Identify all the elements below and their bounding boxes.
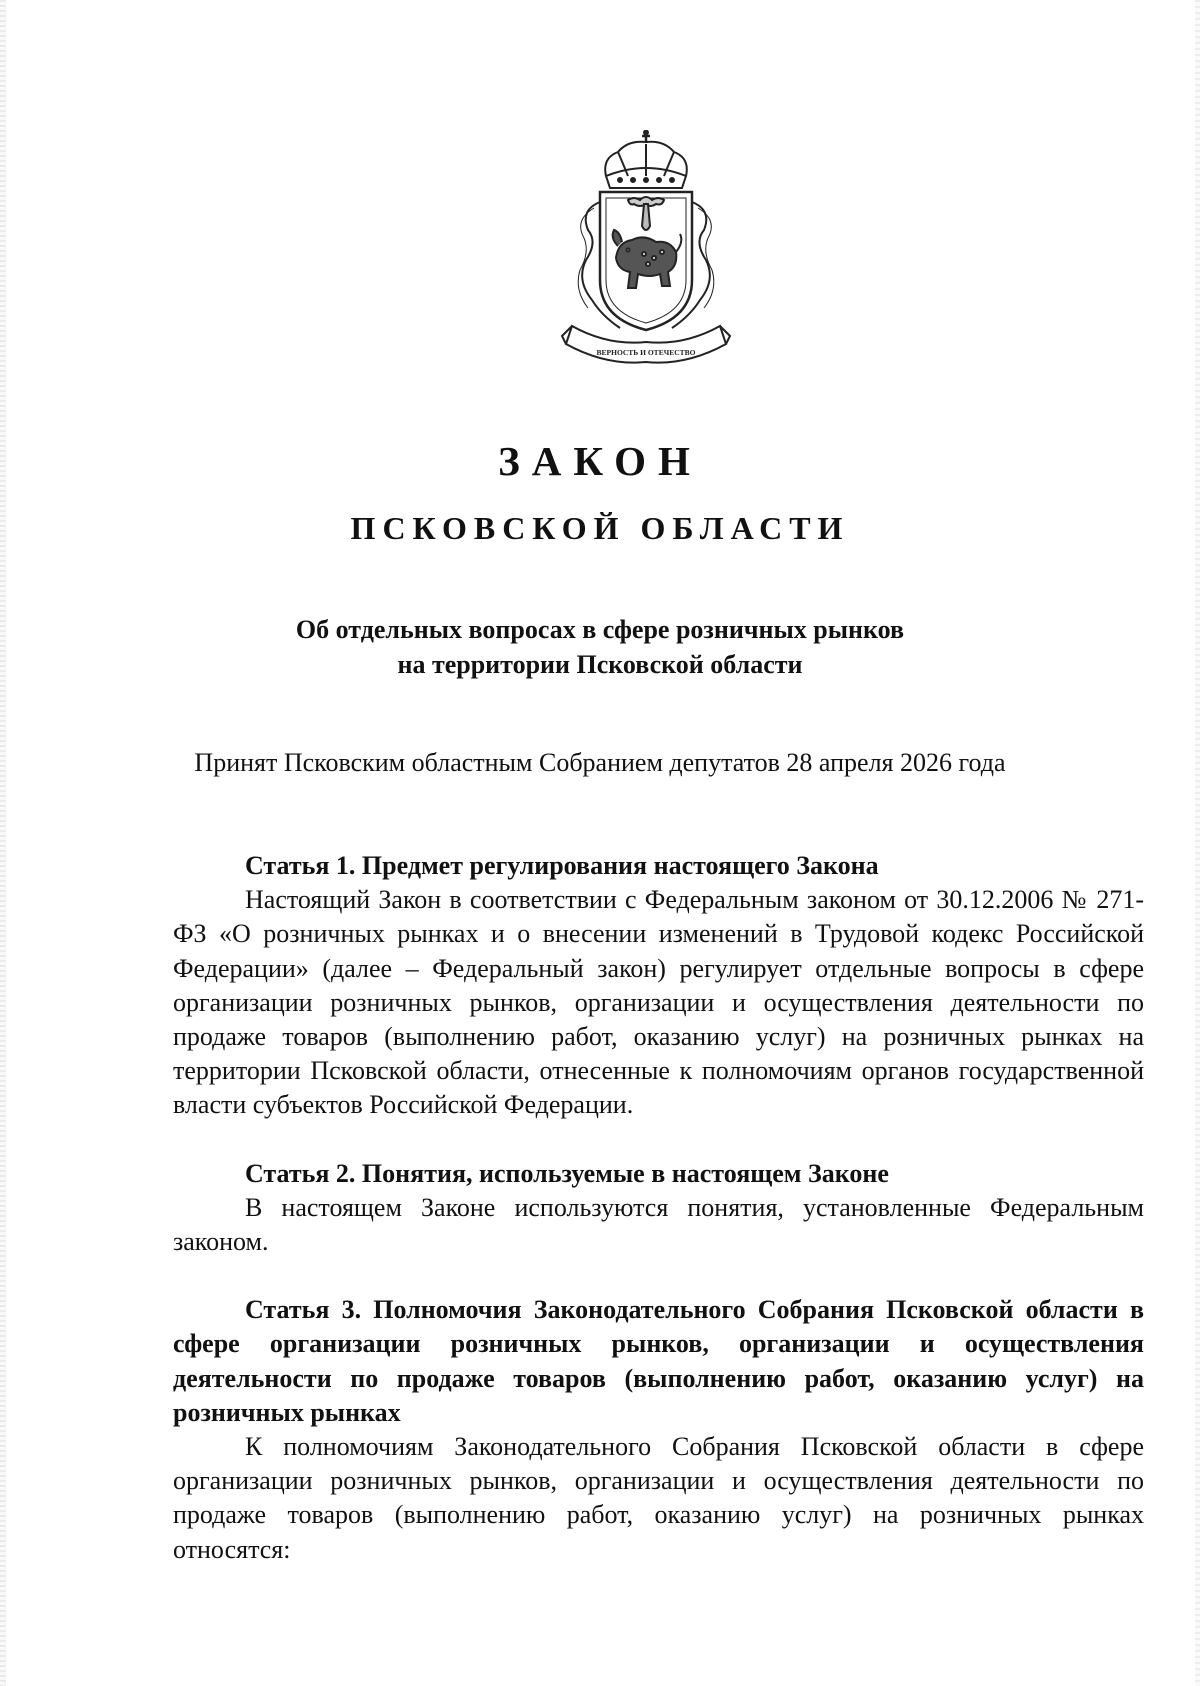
- document-subtitle: ПСКОВСКОЙ ОБЛАСТИ: [350, 510, 850, 546]
- article-2-text: В настоящем Законе используются понятия, установленные Федеральным законом.: [173, 1192, 1144, 1257]
- pskov-coat-of-arms-icon: [558, 130, 734, 374]
- scan-edge-right: [1195, 0, 1200, 1686]
- article-1-heading: Статья 1. Предмет регулирования настоящего Закона: [245, 851, 879, 880]
- document-title: ЗАКОН: [498, 438, 702, 484]
- article-3-heading: Статья 3. Полномочия Законодательного Собрания Псковской области в сфере организации розничных рынков, организации и осуществления деятельности по продаже товаров (выполнению работ, оказанию услуг) на розничных рынках: [173, 1295, 1144, 1427]
- law-body: [173, 849, 1144, 1567]
- emblem-motto-text: ВЕРНОСТЬ И ОТЕЧЕСТВО: [596, 348, 696, 357]
- law-name-line-2: на территории Псковской области: [397, 650, 803, 679]
- scan-edge-left: [0, 0, 6, 1686]
- article-3-text: К полномочиям Законодательного Собрания Псковской области в сфере организации розничных рынков, организации и осуществления деятельности по продаже товаров (выполнению работ, оказанию услуг) на розничных рынках относятся:: [173, 1432, 1144, 1564]
- article-2-heading: Статья 2. Понятия, используемые в настоящем Законе: [245, 1158, 889, 1188]
- law-name-line-1: Об отдельных вопросах в сфере розничных рынков: [295, 615, 905, 644]
- article-1-text: Настоящий Закон в соответствии с Федеральным законом от 30.12.2006 № 271-ФЗ «О розничных рынках и о внесении изменений в Трудовой кодекс Российской Федерации» (далее – Федеральный закон) регулирует отдельные вопросы в сфере организации розничных рынков, организации и осуществления деятельности по продаже товаров (выполнению работ, оказанию услуг) на розничных рынках на территории Псковской области, отнесенные к полномочиям органов государственной власти субъектов Российской Федерации.: [173, 885, 1144, 1120]
- law-name: [0, 612, 1200, 682]
- adoption-statement: Принят Псковским областным Собранием депутатов 28 апреля 2026 года: [194, 748, 1006, 777]
